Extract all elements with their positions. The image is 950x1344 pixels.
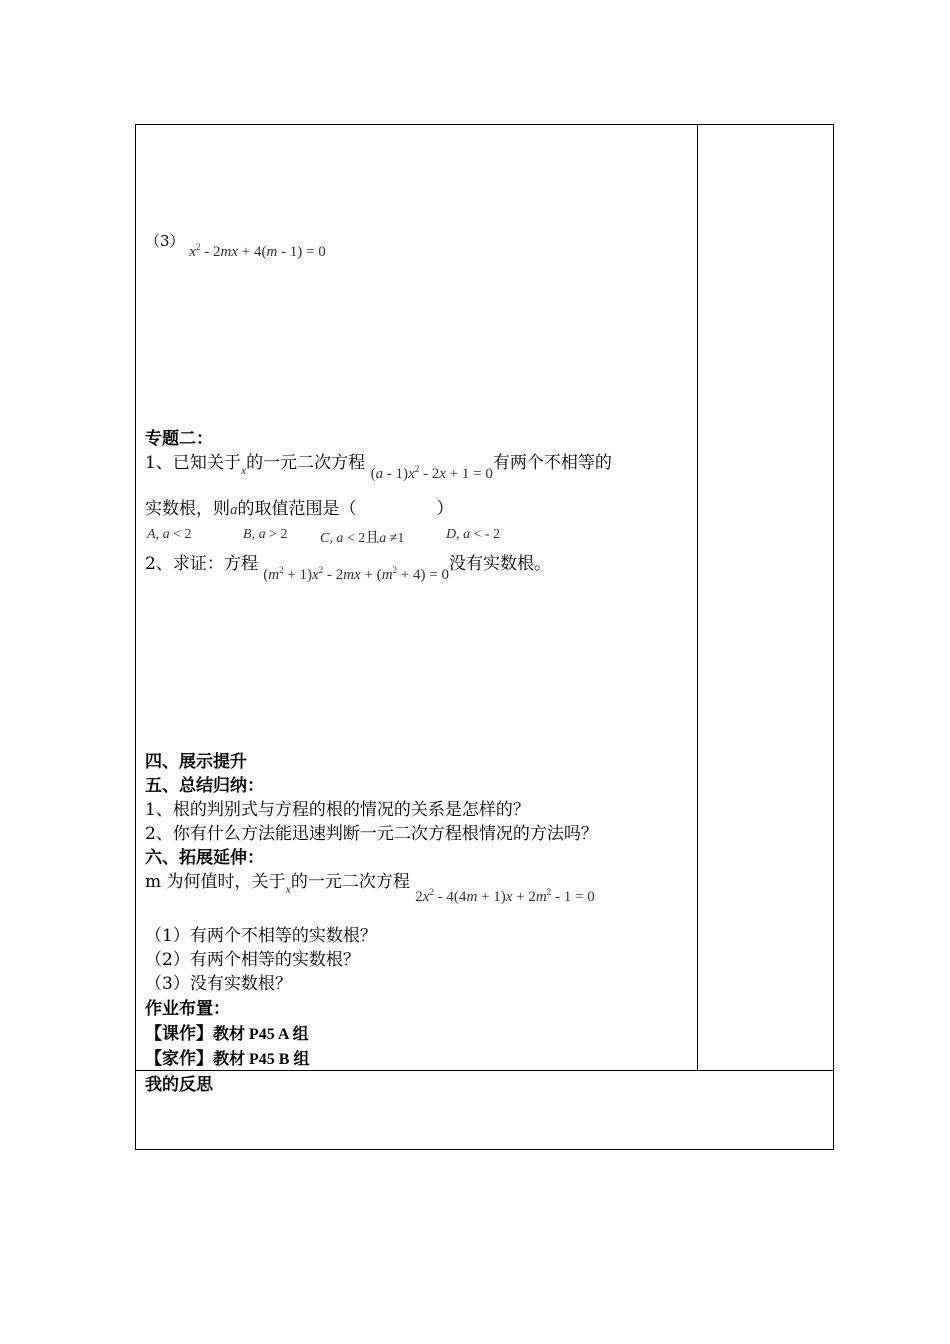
- homework-heading: 作业布置：: [145, 999, 230, 1019]
- text: 的取值范围是（: [237, 499, 357, 519]
- section6-sub-3: （3）没有实数根？: [145, 974, 292, 994]
- topic2-heading: 专题二：: [145, 429, 213, 449]
- section5-heading: 五、总结归纳：: [145, 776, 264, 796]
- section4-heading: 四、展示提升: [145, 752, 247, 772]
- topic2-problem1: [145, 452, 612, 482]
- column-divider: [697, 124, 698, 1071]
- section5-item-1: 1、根的判别式与方程的根的情况的关系是怎样的？: [145, 800, 530, 820]
- option-d: D, a < - 2: [446, 527, 501, 542]
- section6-sub-1: （1）有两个不相等的实数根？: [145, 926, 377, 946]
- question-3: [145, 230, 326, 260]
- section6-heading: 六、拓展延伸：: [145, 848, 264, 868]
- text: 实数根，则: [145, 499, 230, 519]
- section6-question: [145, 871, 595, 905]
- var-a: a: [230, 502, 238, 518]
- section5-item-2: 2、你有什么方法能迅速判断一元二次方程根情况的方法吗？: [145, 824, 598, 844]
- home-tag: 【家作】: [145, 1049, 213, 1069]
- equation-3: $x^2 - 2mx + 4(m - 1) = 0$: [189, 242, 326, 260]
- homework-home: [145, 1048, 309, 1071]
- reflection-heading: 我的反思: [145, 1075, 213, 1095]
- text: 有两个不相等的: [492, 453, 612, 473]
- option-c: C, a < 2且a ≠1: [320, 530, 405, 546]
- equation-problem1: $(a - 1)x^2 - 2x + 1 = 0$: [370, 464, 493, 482]
- homework-class: [145, 1023, 309, 1046]
- text: 1、已知关于: [145, 453, 241, 473]
- question-3-label: （3）: [145, 232, 185, 250]
- text: 没有实数根。: [448, 554, 551, 574]
- var-x: x: [240, 463, 247, 477]
- equation-section6: $2x^2 - 4(4m + 1)x + 2m^2 - 1 = 0$: [415, 887, 595, 905]
- topic2-problem1-cont: [145, 498, 454, 521]
- equation-problem2: $(m^2 + 1)x^2 - 2mx + (m^2 + 4) = 0$: [263, 565, 449, 583]
- class-tag: 【课作】: [145, 1024, 213, 1044]
- text: ）: [436, 499, 454, 519]
- var-x: x: [285, 882, 291, 896]
- option-a: A, a < 2: [147, 527, 192, 542]
- text: 的一元二次方程: [290, 872, 410, 892]
- section6-sub-2: （2）有两个相等的实数根？: [145, 950, 360, 970]
- lesson-table: [135, 124, 834, 1150]
- option-b: B, a > 2: [243, 527, 288, 542]
- text: 的一元二次方程: [246, 453, 366, 473]
- topic2-problem2: [145, 553, 551, 583]
- home-text: 教材 P45 B 组: [213, 1051, 310, 1068]
- text: 2、求证：方程: [145, 554, 258, 574]
- text: m 为何值时，关于: [145, 872, 286, 892]
- class-text: 教材 P45 A 组: [213, 1026, 309, 1043]
